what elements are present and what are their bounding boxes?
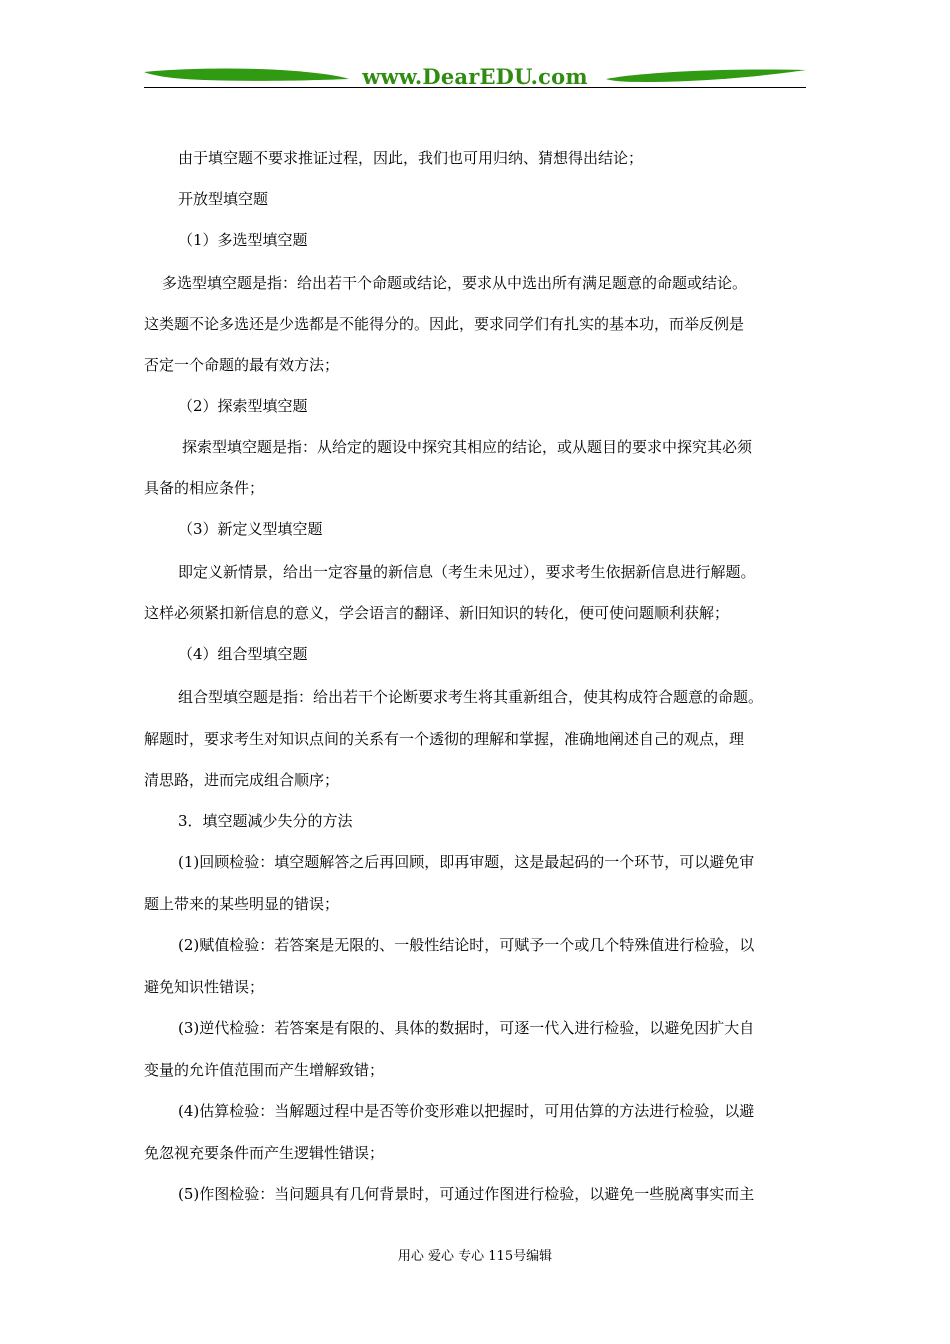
text-line: 探索型填空题是指：从给定的题设中探究其相应的结论，或从题目的要求中探究其必须 (182, 438, 753, 456)
text-line: 组合型填空题是指：给出若干个论断要求考生将其重新组合，使其构成符合题意的命题。 (178, 688, 764, 706)
text-line: 清思路，进而完成组合顺序； (144, 771, 340, 789)
subsection-heading: （2）探索型填空题 (178, 397, 308, 415)
text-line: 这样必须紧扣新信息的意义，学会语言的翻译、新旧知识的转化，便可使问题顺利获解； (144, 604, 730, 622)
text-line: (1)回顾检验：填空题解答之后再回顾，即再审题，这是最起码的一个环节，可以避免审 (178, 853, 755, 871)
header-rule (144, 87, 806, 88)
text-line: 即定义新情景，给出一定容量的新信息（考生未见过），要求考生依据新信息进行解题。 (178, 563, 756, 581)
site-logo: www.DearEDU.com (362, 64, 588, 89)
page-footer: 用心 爱心 专心 115号编辑 (397, 1249, 553, 1264)
subsection-heading: （3）新定义型填空题 (178, 520, 323, 538)
subsection-heading: （4）组合型填空题 (178, 645, 308, 663)
text-line: 这类题不论多选还是少选都是不能得分的。因此，要求同学们有扎实的基本功，而举反例是 (144, 315, 745, 333)
section-heading: 开放型填空题 (178, 190, 269, 208)
subsection-heading: （1）多选型填空题 (178, 231, 308, 249)
text-line: 避免知识性错误； (144, 978, 265, 996)
text-line: 由于填空题不要求推证过程，因此，我们也可用归纳、猜想得出结论； (178, 149, 644, 167)
text-line: 多选型填空题是指：给出若干个命题或结论，要求从中选出所有满足题意的命题或结论。 (162, 274, 748, 292)
text-line: 否定一个命题的最有效方法； (144, 356, 340, 374)
section-heading: 3．填空题减少失分的方法 (178, 812, 353, 830)
text-line: (2)赋值检验：若答案是无限的、一般性结论时，可赋予一个或几个特殊值进行检验，以 (178, 936, 755, 954)
text-line: 解题时，要求考生对知识点间的关系有一个透彻的理解和掌握，准确地阐述自己的观点，理 (144, 730, 745, 748)
text-line: 题上带来的某些明显的错误； (144, 895, 340, 913)
text-line: (5)作图检验：当问题具有几何背景时，可通过作图进行检验，以避免一些脱离事实而主 (178, 1185, 755, 1203)
text-line: 免忽视充要条件而产生逻辑性错误； (144, 1144, 385, 1162)
text-line: (4)估算检验：当解题过程中是否等价变形难以把握时，可用估算的方法进行检验，以避 (178, 1102, 755, 1120)
text-line: 具备的相应条件； (144, 479, 265, 497)
text-line: 变量的允许值范围而产生增解致错； (144, 1061, 385, 1079)
text-line: (3)逆代检验：若答案是有限的、具体的数据时，可逐一代入进行检验，以避免因扩大自 (178, 1019, 755, 1037)
page-header (144, 62, 806, 94)
